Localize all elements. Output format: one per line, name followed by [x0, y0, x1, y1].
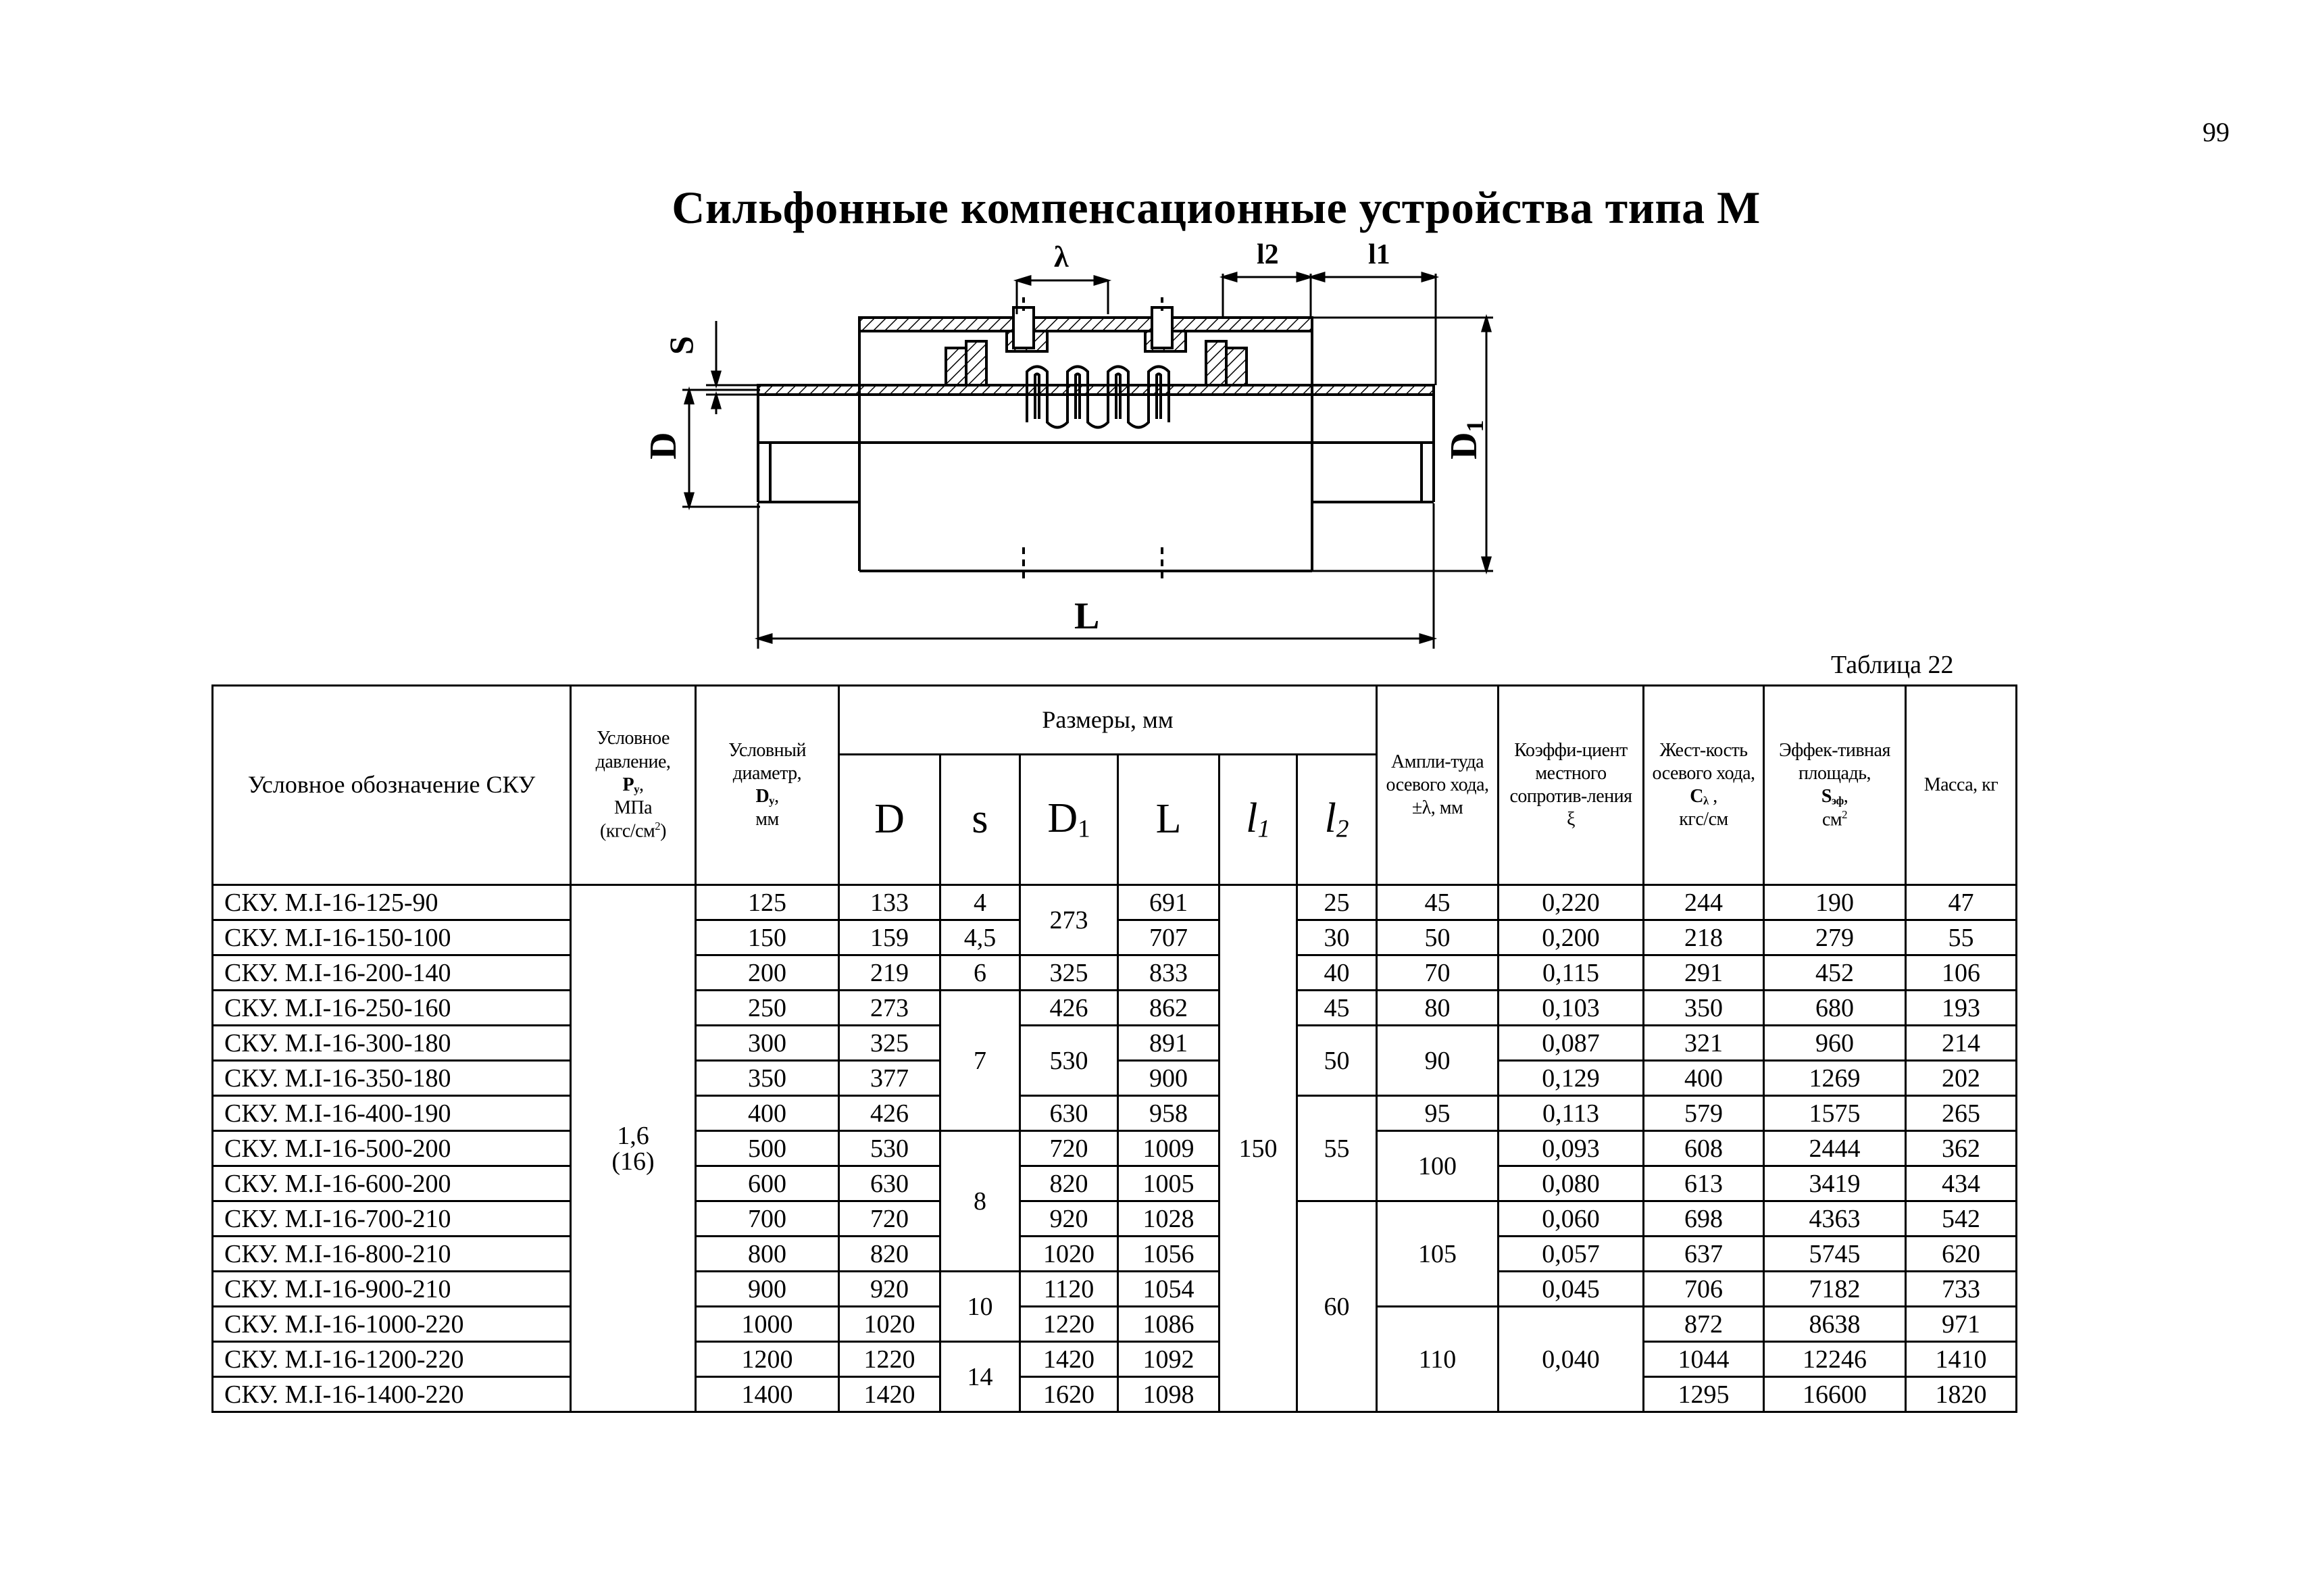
cell-c: 244	[1644, 885, 1764, 920]
table-row	[213, 1131, 2017, 1166]
cell-name: СКУ. М.I-16-900-210	[213, 1272, 571, 1307]
cell-l: 1054	[1118, 1272, 1219, 1307]
cell-l2: 60	[1297, 1201, 1377, 1412]
cell-l: 691	[1118, 885, 1219, 920]
cell-name: СКУ. М.I-16-1400-220	[213, 1377, 571, 1412]
cell-d: 159	[839, 920, 940, 955]
table-row	[213, 991, 2017, 1026]
cell-amp: 80	[1377, 991, 1499, 1026]
cell-mass: 362	[1906, 1131, 2017, 1166]
table-row	[213, 1237, 2017, 1272]
cell-l2: 55	[1297, 1096, 1377, 1201]
cell-d: 920	[839, 1272, 940, 1307]
cell-l: 1098	[1118, 1377, 1219, 1412]
header-d1: $D_1$	[1020, 755, 1118, 885]
page-title: Сильфонные компенсационные устройства типа М	[672, 182, 1761, 233]
cell-xi: 0,093	[1499, 1131, 1644, 1166]
cell-name: СКУ. М.I-16-200-140	[213, 955, 571, 991]
header-stiffness: Жест-кость осевого хода, $С_\lambda$ , кгс/см	[1644, 686, 1764, 885]
cell-name: СКУ. М.I-16-700-210	[213, 1201, 571, 1237]
cell-name: СКУ. М.I-16-800-210	[213, 1237, 571, 1272]
table-row	[213, 1166, 2017, 1201]
cell-d1: 920	[1020, 1201, 1118, 1237]
cell-d: 530	[839, 1131, 940, 1166]
cell-name: СКУ. М.I-16-350-180	[213, 1061, 571, 1096]
cell-name: СКУ. М.I-16-300-180	[213, 1026, 571, 1061]
d-label: D	[643, 432, 684, 459]
cell-name: СКУ. М.I-16-1200-220	[213, 1342, 571, 1377]
header-mass: Масса, кг	[1906, 686, 2017, 885]
cell-pressure: 1,6 (16)	[571, 885, 696, 1412]
cell-mass: 434	[1906, 1166, 2017, 1201]
cell-s: 4,5	[940, 920, 1020, 955]
cell-mass: 202	[1906, 1061, 2017, 1096]
cell-mass: 55	[1906, 920, 2017, 955]
lambda-label: λ	[1054, 241, 1069, 274]
cell-s: 14	[940, 1342, 1020, 1412]
cell-xi: 0,040	[1499, 1307, 1644, 1412]
cell-area: 16600	[1764, 1377, 1906, 1412]
cell-dy: 250	[696, 991, 839, 1026]
cell-l: 1005	[1118, 1166, 1219, 1201]
cell-dy: 300	[696, 1026, 839, 1061]
cell-mass: 1820	[1906, 1377, 2017, 1412]
cell-d: 820	[839, 1237, 940, 1272]
l1-label: l1	[1368, 240, 1390, 270]
cell-mass: 1410	[1906, 1342, 2017, 1377]
cell-area: 7182	[1764, 1272, 1906, 1307]
header-coefficient: Коэффи-циент местного сопротив-ления ξ	[1499, 686, 1644, 885]
cell-d: 325	[839, 1026, 940, 1061]
cell-area: 452	[1764, 955, 1906, 991]
cell-d1: 1220	[1020, 1307, 1118, 1342]
cell-name: СКУ. М.I-16-500-200	[213, 1131, 571, 1166]
cell-name: СКУ. М.I-16-250-160	[213, 991, 571, 1026]
table-row	[213, 1377, 2017, 1412]
cell-xi: 0,220	[1499, 885, 1644, 920]
cell-dy: 800	[696, 1237, 839, 1272]
cell-amp: 70	[1377, 955, 1499, 991]
cell-d: 630	[839, 1166, 940, 1201]
cell-c: 637	[1644, 1237, 1764, 1272]
cell-dy: 350	[696, 1061, 839, 1096]
cell-area: 8638	[1764, 1307, 1906, 1342]
cell-d1: 820	[1020, 1166, 1118, 1201]
cell-c: 698	[1644, 1201, 1764, 1237]
cell-d1: 720	[1020, 1131, 1118, 1166]
cell-dy: 200	[696, 955, 839, 991]
cell-l: 862	[1118, 991, 1219, 1026]
cell-dy: 1200	[696, 1342, 839, 1377]
cell-area: 279	[1764, 920, 1906, 955]
cell-c: 613	[1644, 1166, 1764, 1201]
cell-d1: 1120	[1020, 1272, 1118, 1307]
cell-amp: 90	[1377, 1026, 1499, 1096]
table-row	[213, 1307, 2017, 1342]
cell-l2: 50	[1297, 1026, 1377, 1096]
cell-dy: 400	[696, 1096, 839, 1131]
cell-area: 1269	[1764, 1061, 1906, 1096]
cell-d1: 426	[1020, 991, 1118, 1026]
cell-amp: 50	[1377, 920, 1499, 955]
header-l: L	[1118, 755, 1219, 885]
cell-area: 1575	[1764, 1096, 1906, 1131]
cell-s: 10	[940, 1272, 1020, 1342]
header-pressure: Условное давление, $Р_у$, МПа $(кгс/см^2)$	[571, 686, 696, 885]
cell-xi: 0,087	[1499, 1026, 1644, 1061]
cell-l: 1086	[1118, 1307, 1219, 1342]
table-row	[213, 955, 2017, 991]
cell-l: 1009	[1118, 1131, 1219, 1166]
cell-l: 707	[1118, 920, 1219, 955]
cell-d: 720	[839, 1201, 940, 1237]
cell-amp: 105	[1377, 1201, 1499, 1307]
header-sizes: Размеры, мм	[839, 686, 1377, 755]
s-label: S	[662, 336, 700, 355]
cell-d1: 325	[1020, 955, 1118, 991]
cell-mass: 971	[1906, 1307, 2017, 1342]
cell-c: 579	[1644, 1096, 1764, 1131]
cell-mass: 193	[1906, 991, 2017, 1026]
cell-xi: 0,060	[1499, 1201, 1644, 1237]
cell-l2: 45	[1297, 991, 1377, 1026]
header-l2: $l_2$	[1297, 755, 1377, 885]
cell-xi: 0,057	[1499, 1237, 1644, 1272]
cell-d: 273	[839, 991, 940, 1026]
cell-mass: 542	[1906, 1201, 2017, 1237]
cell-name: СКУ. М.I-16-150-100	[213, 920, 571, 955]
header-area: Эффек-тивная площадь, $S_{эф}$, $см^2$	[1764, 686, 1906, 885]
cell-area: 4363	[1764, 1201, 1906, 1237]
cell-area: 5745	[1764, 1237, 1906, 1272]
cell-d: 1220	[839, 1342, 940, 1377]
cell-xi: 0,115	[1499, 955, 1644, 991]
cell-amp: 45	[1377, 885, 1499, 920]
cell-c: 321	[1644, 1026, 1764, 1061]
cell-mass: 265	[1906, 1096, 2017, 1131]
cell-dy: 500	[696, 1131, 839, 1166]
cell-l: 1028	[1118, 1201, 1219, 1237]
cell-d1: 1420	[1020, 1342, 1118, 1377]
cell-xi: 0,129	[1499, 1061, 1644, 1096]
cell-s: 8	[940, 1131, 1020, 1272]
cell-s: 7	[940, 991, 1020, 1131]
cell-l2: 25	[1297, 885, 1377, 920]
cell-d1: 1620	[1020, 1377, 1118, 1412]
cell-area: 2444	[1764, 1131, 1906, 1166]
cell-area: 190	[1764, 885, 1906, 920]
d1-label: D1	[1443, 420, 1488, 459]
table-caption: Таблица 22	[1831, 651, 1954, 679]
cell-d: 219	[839, 955, 940, 991]
cell-d1: 273	[1020, 885, 1118, 955]
cell-l: 1056	[1118, 1237, 1219, 1272]
table-row	[213, 1342, 2017, 1377]
cell-dy: 1400	[696, 1377, 839, 1412]
l-label: L	[1074, 595, 1100, 637]
cell-name: СКУ. М.I-16-400-190	[213, 1096, 571, 1131]
cell-c: 1295	[1644, 1377, 1764, 1412]
cell-l: 1092	[1118, 1342, 1219, 1377]
cell-d: 426	[839, 1096, 940, 1131]
cell-dy: 700	[696, 1201, 839, 1237]
header-l1: $l_1$	[1219, 755, 1297, 885]
cell-d1: 630	[1020, 1096, 1118, 1131]
header-amplitude: Ампли-туда осевого хода, ±λ, мм	[1377, 686, 1499, 885]
header-designation: Условное обозначение СКУ	[213, 686, 571, 885]
table-row	[213, 1201, 2017, 1237]
table-row	[213, 1272, 2017, 1307]
cell-c: 872	[1644, 1307, 1764, 1342]
cell-mass: 214	[1906, 1026, 2017, 1061]
cell-d: 1020	[839, 1307, 940, 1342]
cell-d1: 1020	[1020, 1237, 1118, 1272]
table-row	[213, 885, 2017, 920]
cell-l1: 150	[1219, 885, 1297, 1412]
cell-l2: 40	[1297, 955, 1377, 991]
cell-c: 291	[1644, 955, 1764, 991]
cell-c: 706	[1644, 1272, 1764, 1307]
cell-xi: 0,045	[1499, 1272, 1644, 1307]
header-s: s	[940, 755, 1020, 885]
header-d: D	[839, 755, 940, 885]
cell-c: 350	[1644, 991, 1764, 1026]
cell-amp: 95	[1377, 1096, 1499, 1131]
cell-c: 400	[1644, 1061, 1764, 1096]
cell-dy: 900	[696, 1272, 839, 1307]
cell-l: 891	[1118, 1026, 1219, 1061]
cell-name: СКУ. М.I-16-1000-220	[213, 1307, 571, 1342]
cell-d: 377	[839, 1061, 940, 1096]
cell-l: 833	[1118, 955, 1219, 991]
cell-l2: 30	[1297, 920, 1377, 955]
table-row	[213, 1026, 2017, 1061]
table-row	[213, 1096, 2017, 1131]
l2-label: l2	[1257, 240, 1279, 270]
header-diameter: Условный диаметр, $D_у$, мм	[696, 686, 839, 885]
cell-l: 900	[1118, 1061, 1219, 1096]
cell-amp: 100	[1377, 1131, 1499, 1201]
cell-c: 608	[1644, 1131, 1764, 1166]
cell-dy: 125	[696, 885, 839, 920]
cell-name: СКУ. М.I-16-600-200	[213, 1166, 571, 1201]
cell-amp: 110	[1377, 1307, 1499, 1412]
cell-c: 218	[1644, 920, 1764, 955]
cell-dy: 600	[696, 1166, 839, 1201]
cell-mass: 733	[1906, 1272, 2017, 1307]
cell-c: 1044	[1644, 1342, 1764, 1377]
cell-mass: 106	[1906, 955, 2017, 991]
cell-area: 12246	[1764, 1342, 1906, 1377]
cell-xi: 0,200	[1499, 920, 1644, 955]
cell-area: 960	[1764, 1026, 1906, 1061]
page-number: 99	[2203, 117, 2230, 147]
cell-area: 3419	[1764, 1166, 1906, 1201]
cell-mass: 620	[1906, 1237, 2017, 1272]
cell-s: 4	[940, 885, 1020, 920]
cell-dy: 1000	[696, 1307, 839, 1342]
cell-mass: 47	[1906, 885, 2017, 920]
specification-table	[211, 684, 2017, 1413]
cell-xi: 0,113	[1499, 1096, 1644, 1131]
cell-xi: 0,103	[1499, 991, 1644, 1026]
cell-d: 1420	[839, 1377, 940, 1412]
cell-name: СКУ. М.I-16-125-90	[213, 885, 571, 920]
cell-d: 133	[839, 885, 940, 920]
cell-area: 680	[1764, 991, 1906, 1026]
compensator-drawing	[608, 240, 1520, 672]
cell-dy: 150	[696, 920, 839, 955]
cell-l: 958	[1118, 1096, 1219, 1131]
cell-xi: 0,080	[1499, 1166, 1644, 1201]
cell-s: 6	[940, 955, 1020, 991]
cell-d1: 530	[1020, 1026, 1118, 1096]
